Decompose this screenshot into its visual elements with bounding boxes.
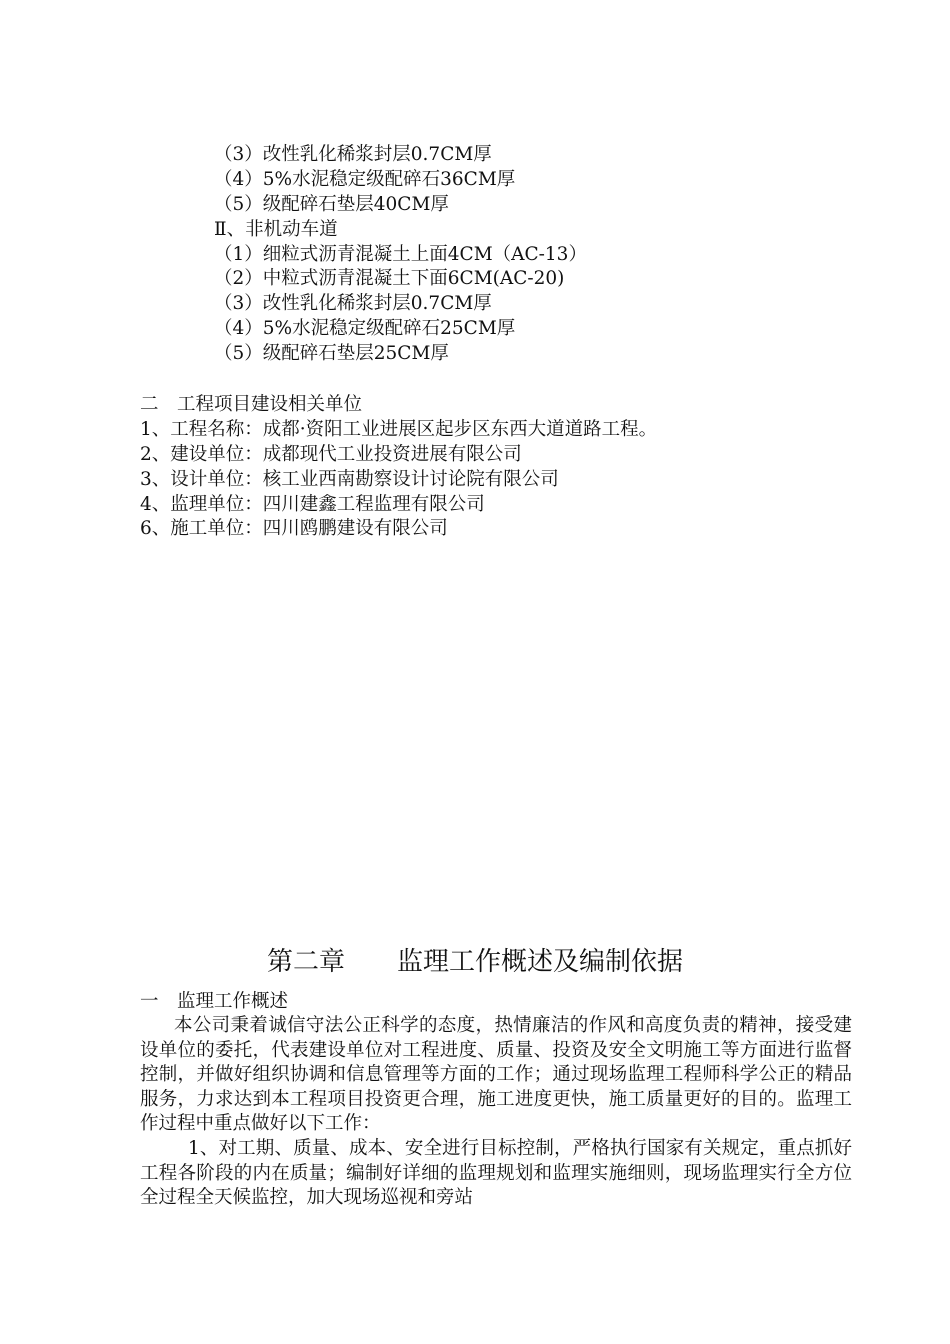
overview-heading: 一 监理工作概述 (140, 991, 289, 1012)
layer-item: （3）改性乳化稀浆封层0.7CM厚 (214, 293, 492, 315)
layer-item: （2）中粒式沥青混凝土下面6CM(AC-20) (214, 268, 565, 290)
overview-paragraph: 本公司秉着诚信守法公正科学的态度，热情廉洁的作风和高度负责的精神，接受建设单位的委托，代表建设单位对工程进度、质量、投资及安全文明施工等方面进行监督控制，并做好组织协调和信息管理等方面的工作；通过现场监理工程师科学公正的精品服务，力求达到本工程项目投资更合理，施工进度更快，施工质量更好的目的。监理工作过程中重点做好以下工作： (140, 1015, 852, 1135)
layer-item: （1）细粒式沥青混凝土上面4CM（AC-13） (214, 243, 587, 265)
related-units-section (140, 393, 840, 542)
section-heading: 二 工程项目建设相关单位 (140, 394, 363, 415)
non-motor-lane-heading: Ⅱ、非机动车道 (214, 218, 338, 240)
chapter-title: 第二章 监理工作概述及编制依据 (266, 947, 683, 977)
layer-item: （3）改性乳化稀浆封层0.7CM厚 (214, 144, 492, 165)
layer-item: （4）5%水泥稳定级配碎石25CM厚 (214, 318, 516, 340)
unit-item: 4、监理单位：四川建鑫工程监理有限公司 (140, 493, 485, 515)
layer-item: （5）级配碎石垫层25CM厚 (214, 343, 449, 365)
pavement-layer-list (214, 143, 854, 367)
unit-item: 6、施工单位：四川鸥鹏建设有限公司 (140, 518, 448, 540)
overview-paragraph: 1、对工期、质量、成本、安全进行目标控制，严格执行国家有关规定，重点抓好工程各阶段的内在质量；编制好详细的监理规划和监理实施细则，现场监理实行全方位全过程全天候监控，加大现场巡视和旁站 (140, 1137, 852, 1209)
overview-section (140, 989, 852, 1211)
unit-item: 1、工程名称：成都·资阳工业进展区起步区东西大道道路工程。 (140, 418, 658, 440)
layer-item: （5）级配碎石垫层40CM厚 (214, 193, 449, 215)
unit-item: 3、设计单位：核工业西南勘察设计讨论院有限公司 (140, 468, 559, 490)
layer-item: （4）5%水泥稳定级配碎石36CM厚 (214, 168, 516, 190)
unit-item: 2、建设单位：成都现代工业投资进展有限公司 (140, 443, 522, 465)
